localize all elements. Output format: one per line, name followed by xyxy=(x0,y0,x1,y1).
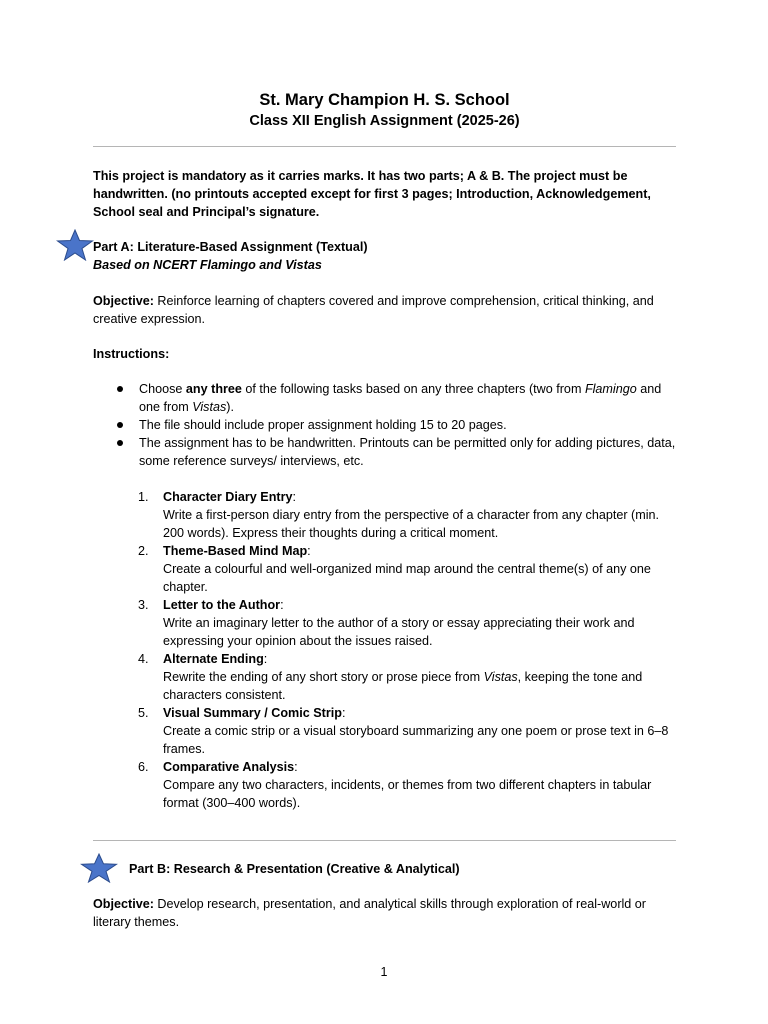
star-icon xyxy=(80,853,118,883)
star-icon xyxy=(56,229,94,261)
task-item: 2. Theme-Based Mind Map: Create a colourful and well-organized mind map around the central theme(s) of any one chapter. xyxy=(93,542,676,596)
task-description: Compare any two characters, incidents, or themes from two different chapters in tabular format (300–400 words). xyxy=(163,778,652,810)
objective-label: Objective: xyxy=(93,897,154,911)
header-divider xyxy=(93,146,676,147)
part-a-subheading: Based on NCERT Flamingo and Vistas xyxy=(93,258,322,272)
instructions-label: Instructions: xyxy=(93,347,170,361)
bullet-icon xyxy=(117,440,123,446)
part-b-heading: Part B: Research & Presentation (Creative & Analytical) xyxy=(129,862,460,876)
task-list xyxy=(93,488,676,812)
task-item: 4. Alternate Ending: Rewrite the ending of any short story or prose piece from Vistas, keeping the tone and characters consistent. xyxy=(93,650,676,704)
list-item: The file should include proper assignment holding 15 to 20 pages. xyxy=(93,416,676,434)
page-number: 1 xyxy=(380,965,388,979)
task-description: Create a colourful and well-organized mind map around the central theme(s) of any one chapter. xyxy=(163,562,651,594)
school-name: St. Mary Champion H. S. School xyxy=(259,91,510,109)
task-title: Letter to the Author xyxy=(163,598,281,612)
part-b-objective xyxy=(93,895,676,931)
section-divider xyxy=(93,840,676,841)
objective-label: Objective: xyxy=(93,294,154,308)
task-description: Write a first-person diary entry from the perspective of a character from any chapter (min. 200 words). Express their thoughts during a critical moment. xyxy=(163,508,660,540)
objective-text: Reinforce learning of chapters covered and improve comprehension, critical thinking, and creative expression. xyxy=(93,294,654,326)
task-title: Visual Summary / Comic Strip xyxy=(163,706,342,720)
bullet-icon xyxy=(117,386,123,392)
part-a-section xyxy=(93,238,676,274)
task-description: Create a comic strip or a visual storyboard summarizing any one poem or prose text in 6–8 frames. xyxy=(163,724,669,756)
list-item: Choose any three of the following tasks based on any three chapters (two from Flamingo and one from Vistas). xyxy=(93,380,676,416)
objective-text: Develop research, presentation, and analytical skills through exploration of real-world or literary themes. xyxy=(93,897,647,929)
task-item: 6. Comparative Analysis: Compare any two characters, incidents, or themes from two different chapters in tabular format (300–400 words). xyxy=(93,758,676,812)
task-title: Theme-Based Mind Map xyxy=(163,544,308,558)
task-title: Alternate Ending xyxy=(163,652,264,666)
assignment-title: Class XII English Assignment (2025-26) xyxy=(249,113,520,129)
part-a-heading: Part A: Literature-Based Assignment (Textual) xyxy=(93,240,368,254)
list-item: The assignment has to be handwritten. Printouts can be permitted only for adding pictures, data, some reference surveys/ interviews, etc. xyxy=(93,434,676,470)
task-item: 1. Character Diary Entry: Write a first-person diary entry from the perspective of a character from any chapter (min. 200 words). Express their thoughts during a critical moment. xyxy=(93,488,676,542)
task-description: Write an imaginary letter to the author of a story or essay appreciating their work and expressing your opinion about the issues raised. xyxy=(163,616,635,648)
intro-paragraph: This project is mandatory as it carries marks. It has two parts; A & B. The project must be handwritten. (no printouts accepted except for first 3 pages; Introduction, Acknowledgement, School seal and Principal’s signature. xyxy=(93,169,651,219)
task-title: Character Diary Entry xyxy=(163,490,293,504)
task-item: 5. Visual Summary / Comic Strip: Create a comic strip or a visual storyboard summarizing any one poem or prose text in 6–8 frames. xyxy=(93,704,676,758)
task-title: Comparative Analysis xyxy=(163,760,295,774)
task-item: 3. Letter to the Author: Write an imaginary letter to the author of a story or essay appreciating their work and expressing your opinion about the issues raised. xyxy=(93,596,676,650)
bullet-icon xyxy=(117,422,123,428)
task-description: Rewrite the ending of any short story or prose piece from Vistas, keeping the tone and characters consistent. xyxy=(163,670,643,702)
instructions-list xyxy=(93,380,676,470)
part-a-objective xyxy=(93,292,676,328)
